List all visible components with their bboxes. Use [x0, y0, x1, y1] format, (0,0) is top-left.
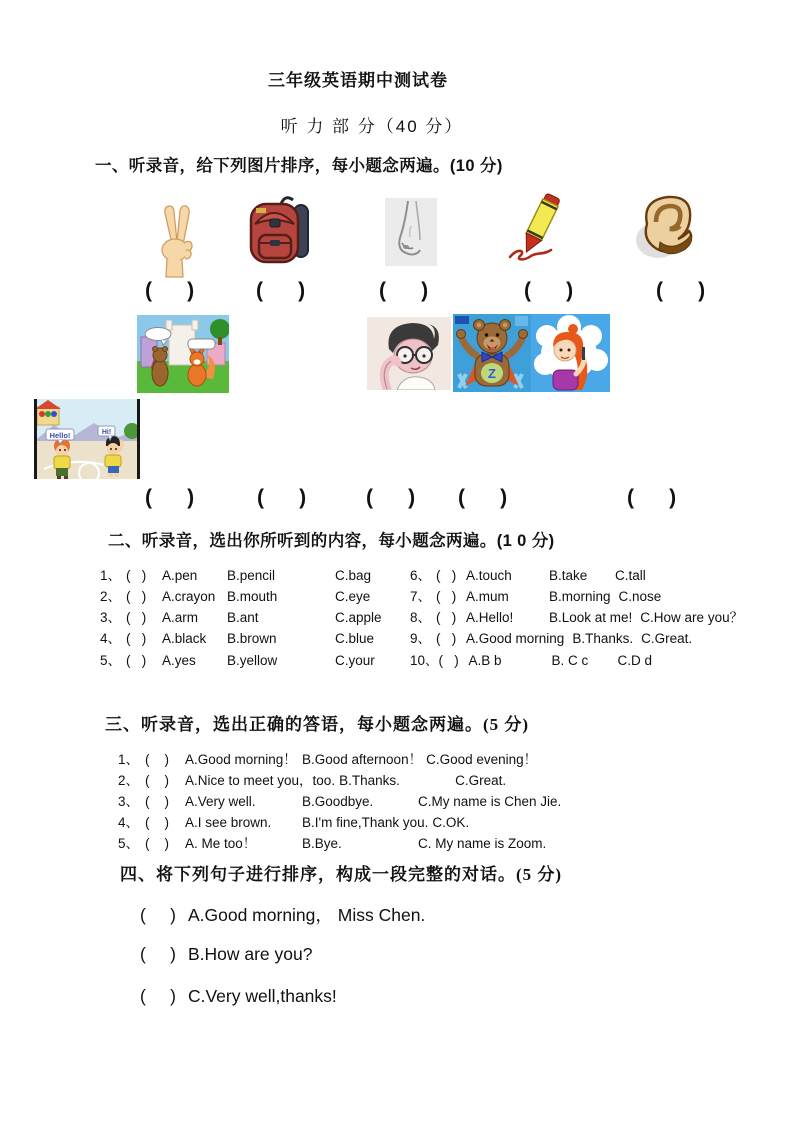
question-number: 4、	[100, 631, 122, 646]
option-a: A.touch	[466, 568, 512, 583]
option-c: C.tall	[615, 568, 646, 583]
option-c: C.Great.	[641, 631, 693, 646]
question-row	[410, 585, 661, 605]
question-row	[100, 564, 371, 584]
option-a: A.crayon	[162, 589, 216, 604]
option-c: C.your	[335, 653, 375, 668]
answer-blank: ( )	[126, 589, 147, 604]
option-c: C.Great.	[455, 773, 507, 788]
dialogue-sentence: C.Very well,thanks!	[187, 986, 337, 1006]
option-c: C.Good evening！	[426, 752, 538, 767]
question-number: 3、	[118, 794, 140, 809]
question-row	[118, 769, 506, 789]
listening-part-title: 听 力 部 分（40 分）	[280, 117, 464, 136]
option-a: A.Good morning	[466, 631, 565, 646]
question-row	[100, 585, 370, 605]
option-b: B.Goodbye.	[302, 794, 374, 809]
boy-touching-ear-image	[367, 317, 451, 390]
hand-peace-sign-image	[152, 200, 198, 278]
option-c: C.bag	[335, 568, 372, 583]
answer-blank: ( )	[256, 279, 307, 302]
section2-heading: 二、听录音，选出你所听到的内容，每小题念两遍。(1 0 分)	[108, 532, 555, 550]
answer-blank: ( )	[379, 279, 430, 302]
answer-blank: ( )	[366, 486, 417, 509]
question-row	[410, 564, 646, 584]
section1-heading: 一、听录音，给下列图片排序，每小题念两遍。(10 分)	[95, 157, 503, 175]
question-row	[118, 811, 469, 831]
answer-blank: ( )	[436, 610, 457, 625]
section4-heading: 四、将下列句子进行排序，构成一段完整的对话。(5 分)	[120, 865, 563, 884]
question-number: 8、	[410, 610, 432, 625]
hello-speech-bubble: Hello!	[49, 431, 71, 440]
answer-blank: ( )	[145, 279, 196, 302]
answer-blank: ( )	[257, 486, 308, 509]
dialogue-line	[140, 986, 337, 1007]
option-b: B.I'm fine,Thank you.	[302, 815, 429, 830]
dialogue-line	[140, 902, 425, 927]
option-b: B.pencil	[227, 568, 276, 583]
option-b: B.yellow	[227, 653, 278, 668]
question-number: 5、	[100, 653, 122, 668]
option-a: A.B b	[468, 653, 502, 668]
option-c: C.My name is Chen Jie.	[418, 794, 562, 809]
answer-blank: ( )	[438, 653, 459, 668]
option-b: B.Thanks.	[572, 631, 634, 646]
answer-blank: ( )	[140, 905, 176, 925]
option-b: B.mouth	[227, 589, 278, 604]
option-c: C.blue	[335, 631, 375, 646]
answer-blank: ( )	[145, 836, 169, 851]
question-number: 5、	[118, 836, 140, 851]
question-row	[118, 790, 561, 810]
answer-blank: ( )	[436, 589, 457, 604]
answer-blank: ( )	[436, 631, 457, 646]
question-number: 4、	[118, 815, 140, 830]
page-title: 三年级英语期中测试卷	[268, 71, 448, 90]
question-number: 1、	[100, 568, 122, 583]
question-number: 2、	[118, 773, 140, 788]
answer-blank: ( )	[126, 568, 147, 583]
crayon-image	[506, 193, 568, 265]
answer-blank: ( )	[140, 986, 176, 1006]
backpack-image	[247, 192, 317, 268]
option-c: C.nose	[618, 589, 662, 604]
question-row	[100, 606, 382, 626]
two-boys-greeting-image	[34, 399, 140, 479]
option-b: B.Good afternoon！	[302, 752, 423, 767]
dialogue-sentence: A.Good morning， Miss Chen.	[187, 905, 426, 925]
answer-blank: ( )	[145, 815, 169, 830]
option-a: A.arm	[162, 610, 199, 625]
nose-sketch-image	[385, 198, 437, 266]
option-b: B.Look at me!	[549, 610, 633, 625]
answer-blank: ( )	[524, 279, 575, 302]
question-row	[410, 606, 743, 626]
answer-blank: ( )	[145, 752, 169, 767]
answer-blank: ( )	[126, 631, 147, 646]
answer-blank: ( )	[126, 610, 147, 625]
option-a: A.I see brown.	[185, 815, 272, 830]
option-a: A.pen	[162, 568, 198, 583]
option-a: A.Nice to meet you，too.	[185, 773, 336, 788]
bear-zoom-and-girl-image	[453, 314, 610, 392]
hi-speech-bubble: Hi!	[101, 429, 112, 436]
option-a: A. Me too！	[185, 836, 257, 851]
question-number: 10、	[410, 653, 439, 668]
section3-heading: 三、听录音，选出正确的答语，每小题念两遍。(5 分)	[105, 715, 530, 734]
option-c: C.D d	[617, 653, 653, 668]
option-b: B.brown	[227, 631, 277, 646]
option-a: A.yes	[162, 653, 196, 668]
answer-blank: ( )	[145, 773, 169, 788]
option-a: A.Good morning！	[185, 752, 297, 767]
question-number: 7、	[410, 589, 432, 604]
answer-blank: ( )	[656, 279, 707, 302]
question-number: 9、	[410, 631, 432, 646]
bear-and-fox-scene-image	[137, 315, 229, 393]
question-row	[410, 649, 652, 669]
question-number: 1、	[118, 752, 140, 767]
option-a: A.Very well.	[185, 794, 256, 809]
option-c: C.OK.	[432, 815, 470, 830]
answer-blank: ( )	[140, 944, 176, 964]
option-c: C.apple	[335, 610, 382, 625]
option-b: B.Bye.	[302, 836, 342, 851]
option-b: B.morning	[549, 589, 611, 604]
option-b: B.take	[549, 568, 588, 583]
option-b: B. C c	[551, 653, 589, 668]
answer-blank: ( )	[145, 486, 196, 509]
question-number: 3、	[100, 610, 122, 625]
answer-blank: ( )	[627, 486, 678, 509]
answer-blank: ( )	[436, 568, 457, 583]
question-row	[118, 748, 537, 768]
question-row	[118, 832, 546, 852]
option-a: A.mum	[466, 589, 509, 604]
question-row	[410, 627, 692, 647]
question-row	[100, 649, 375, 669]
question-row	[100, 627, 374, 647]
answer-blank: ( )	[145, 794, 169, 809]
option-a: A.black	[162, 631, 207, 646]
option-b: B.ant	[227, 610, 259, 625]
option-b: B.Thanks.	[339, 773, 400, 788]
dialogue-sentence: B.How are you?	[187, 944, 313, 964]
answer-blank: ( )	[126, 653, 147, 668]
option-a: A.Hello!	[466, 610, 514, 625]
answer-blank: ( )	[458, 486, 509, 509]
question-number: 6、	[410, 568, 432, 583]
option-c: C. My name is Zoom.	[418, 836, 547, 851]
option-c: C.eye	[335, 589, 371, 604]
bear-belly-letter: Z	[488, 366, 496, 381]
dialogue-line	[140, 944, 312, 965]
ear-image	[632, 192, 700, 264]
question-number: 2、	[100, 589, 122, 604]
option-c: C.How are you？	[640, 610, 744, 625]
